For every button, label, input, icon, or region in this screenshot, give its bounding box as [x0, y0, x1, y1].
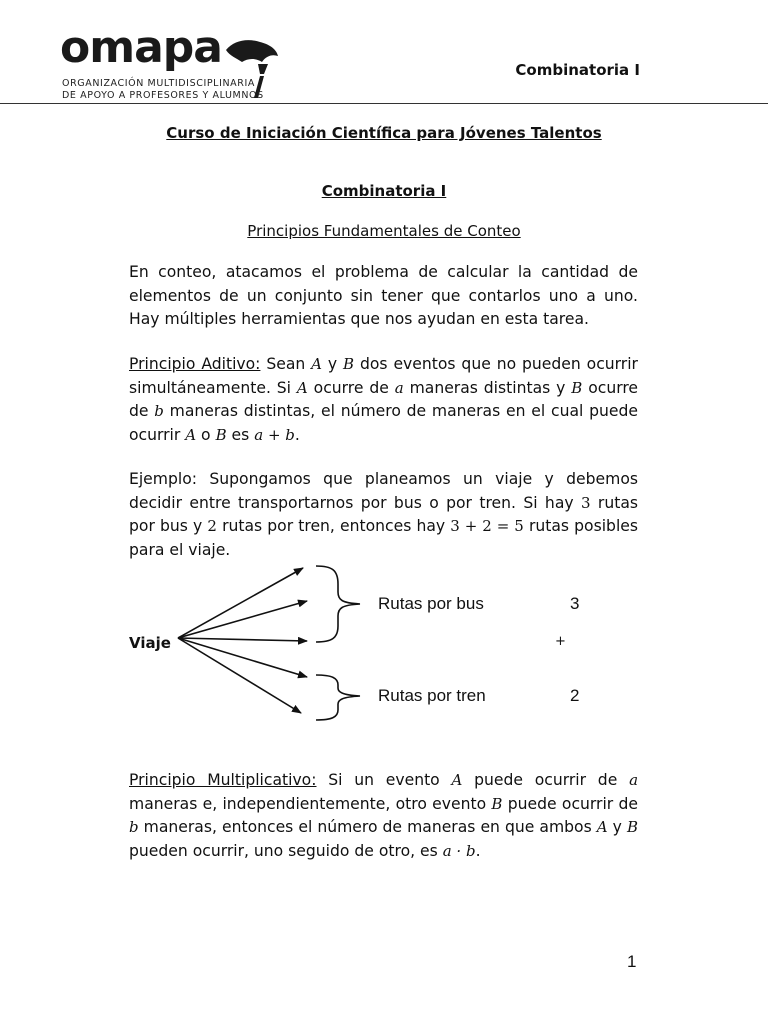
- math-number: 3: [580, 493, 591, 512]
- math-symbol: B: [571, 378, 583, 397]
- trip-label: Viaje: [129, 634, 171, 652]
- bus-brace: [316, 566, 360, 642]
- text-run: rutas posibles para el viaje.: [129, 517, 639, 559]
- text-run: puede ocurrir de: [462, 771, 630, 789]
- text-run: maneras e, independientemente, otro evento: [129, 794, 492, 813]
- train-routes-count: 2: [570, 686, 580, 705]
- route-arrow: [178, 601, 307, 638]
- text-run: .: [294, 425, 300, 444]
- math-symbol: B: [215, 425, 227, 444]
- header-title: Combinatoria I: [515, 61, 640, 79]
- math-symbol: a: [394, 378, 404, 397]
- math-symbol: A: [311, 355, 323, 373]
- math-expression: 3 + 2 = 5: [450, 517, 524, 535]
- text-run: Sean: [260, 355, 312, 373]
- text-run: ocurre de: [129, 378, 638, 420]
- text-run: maneras distintas y: [403, 378, 572, 397]
- math-symbol: B: [343, 355, 355, 373]
- math-symbol: B: [491, 794, 503, 813]
- route-arrow: [178, 638, 307, 677]
- logo-subtitle-line-2: DE APOYO A PROFESORES Y ALUMNOS: [62, 90, 264, 101]
- text-run: es: [226, 425, 255, 444]
- course-heading: Curso de Iniciación Científica para Jóvenes Talentos: [166, 124, 602, 142]
- bus-routes-count: 3: [570, 594, 580, 613]
- tren-brace: [316, 675, 360, 720]
- document-title: Combinatoria I: [321, 182, 447, 200]
- text-run: puede ocurrir de: [502, 794, 638, 813]
- text-run: .: [475, 841, 481, 860]
- math-symbol: b: [129, 818, 139, 836]
- text-run: Ejemplo: Supongamos que planeamos un viaje y debemos decidir entre transportarnos por bus o por tren. Si hay: [129, 470, 638, 512]
- route-arrow: [178, 638, 301, 713]
- math-expression: a · b: [442, 841, 476, 860]
- intro-paragraph: En conteo, atacamos el problema de calcular la cantidad de elementos de un conjunto sin tener que contarlos uno a uno. Hay múltiples herramientas que nos ayudan en esta tarea.: [129, 263, 638, 328]
- math-symbol: A: [185, 425, 197, 444]
- math-symbol: A: [296, 378, 308, 397]
- logo-subtitle-line-1: ORGANIZACIÓN MULTIDISCIPLINARIA: [62, 78, 255, 89]
- page-number: 1: [627, 952, 637, 971]
- additive-principle-label: Principio Aditivo:: [129, 355, 261, 373]
- header-divider: [0, 103, 768, 104]
- bus-routes-label: Rutas por bus: [378, 594, 484, 613]
- text-run: ocurre de: [307, 378, 395, 397]
- math-symbol: A: [596, 818, 608, 836]
- multiplicative-principle-label: Principio Multiplicativo:: [129, 771, 317, 789]
- text-run: rutas por tren, entonces hay: [216, 517, 451, 535]
- route-arrow: [178, 568, 303, 638]
- example-paragraph: [129, 468, 638, 562]
- section-subtitle: Principios Fundamentales de Conteo: [247, 222, 521, 240]
- multiplicative-principle-paragraph: [129, 769, 638, 863]
- text-run: y: [607, 818, 627, 836]
- text-run: Si un evento: [316, 771, 452, 789]
- text-run: maneras distintas, el número de maneras en el cual puede ocurrir: [129, 402, 638, 444]
- text-run: y: [322, 355, 344, 373]
- logo-wordmark: omapa: [60, 22, 222, 73]
- math-symbol: A: [451, 771, 463, 789]
- math-symbol: b: [154, 402, 164, 420]
- text-run: pueden ocurrir, uno seguido de otro, es: [129, 841, 443, 860]
- text-run: dos eventos que no pueden ocurrir simultáneamente. Si: [129, 355, 638, 397]
- additive-principle-paragraph: [129, 353, 638, 447]
- math-symbol: B: [626, 818, 638, 836]
- text-run: maneras, entonces el número de maneras en que ambos: [138, 818, 597, 836]
- text-run: o: [196, 425, 216, 444]
- route-arrow: [178, 638, 307, 641]
- math-symbol: a: [629, 771, 639, 789]
- plus-sign: +: [555, 634, 566, 649]
- train-routes-label: Rutas por tren: [378, 686, 486, 705]
- math-number: 2: [207, 517, 217, 535]
- text-run: rutas por bus y: [129, 493, 638, 535]
- logo-subtitle: [62, 78, 264, 102]
- math-expression: a + b: [254, 425, 295, 444]
